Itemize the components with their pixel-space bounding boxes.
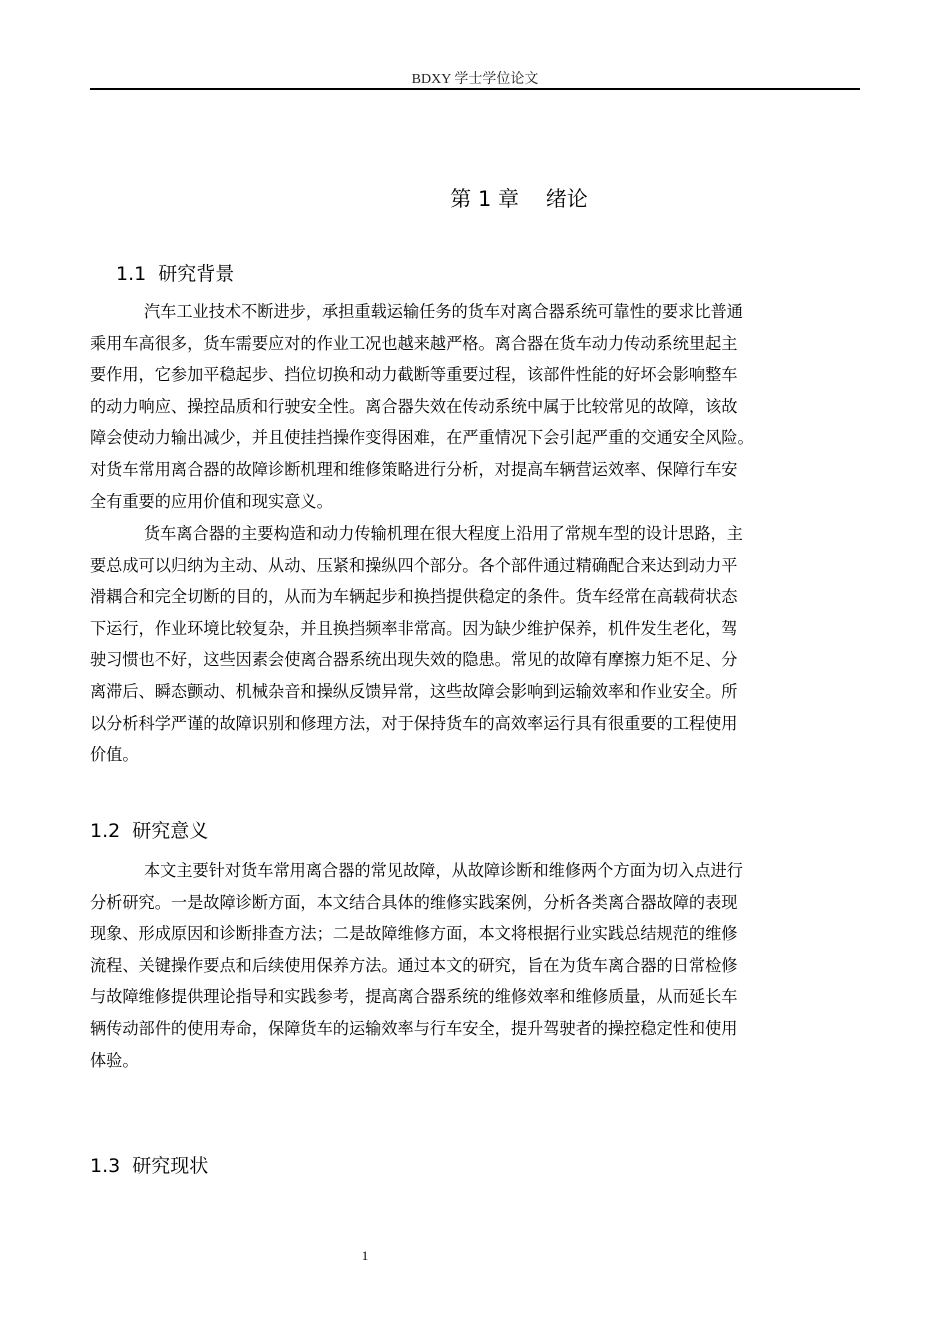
paragraph-line: 价值。 (90, 745, 139, 765)
paragraph-line: 本文主要针对货车常用离合器的常见故障，从故障诊断和维修两个方面为切入点进行 (144, 861, 743, 880)
paragraph-background-2 (90, 518, 860, 771)
paragraph-line: 障会使动力输出减少，并且使挂挡操作变得困难，在严重情况下会引起严重的交通安全风险。 (90, 428, 754, 448)
paragraph-line: 与故障维修提供理论指导和实践参考，提高离合器系统的维修效率和维修质量，从而延长车 (90, 987, 738, 1007)
section-heading-1-2: 1.2 研究意义 (90, 820, 209, 842)
paragraph-line: 分析研究。一是故障诊断方面，本文结合具体的维修实践案例，分析各类离合器故障的表现 (90, 892, 738, 912)
paragraph-line: 体验。 (90, 1050, 139, 1070)
paragraph-line: 的动力响应、操控品质和行驶安全性。离合器失效在传动系统中属于比较常见的故障，该故 (90, 396, 738, 416)
paragraph-background-1 (90, 296, 860, 517)
paragraph-line: 乘用车高很多，货车需要应对的作业工况也越来越严格。离合器在货车动力传动系统里起主 (90, 333, 738, 353)
paragraph-line: 辆传动部件的使用寿命，保障货车的运输效率与行车安全，提升驾驶者的操控稳定性和使用 (90, 1018, 738, 1038)
paragraph-line: 要作用，它参加平稳起步、挡位切换和动力截断等重要过程，该部件性能的好坏会影响整车 (90, 365, 738, 385)
paragraph-line: 下运行，作业环境比较复杂，并且换挡频率非常高。因为缺少维护保养，机件发生老化，驾 (90, 618, 738, 638)
paragraph-line: 流程、关键操作要点和后续使用保养方法。通过本文的研究，旨在为货车离合器的日常检修 (90, 955, 738, 975)
section-heading-1-1: 1.1 研究背景 (116, 263, 235, 285)
paragraph-line: 以分析科学严谨的故障识别和修理方法，对于保持货车的高效率运行具有很重要的工程使用 (90, 713, 738, 733)
paragraph-line: 驶习惯也不好，这些因素会使离合器系统出现失效的隐患。常见的故障有摩擦力矩不足、分 (90, 650, 738, 670)
page-number: 1 (361, 1248, 369, 1263)
header-rule (90, 88, 860, 90)
paragraph-line: 现象、形成原因和诊断排查方法；二是故障维修方面，本文将根据行业实践总结规范的维修 (90, 924, 738, 944)
paragraph-line: 全有重要的应用价值和现实意义。 (90, 491, 333, 511)
paragraph-line: 汽车工业技术不断进步，承担重载运输任务的货车对离合器系统可靠性的要求比普通 (144, 302, 743, 321)
paragraph-line: 离滞后、瞬态颤动、机械杂音和操纵反馈异常，这些故障会影响到运输效率和作业安全。所 (90, 681, 738, 701)
paragraph-significance (90, 855, 860, 1076)
paragraph-line: 滑耦合和完全切断的目的，从而为车辆起步和换挡提供稳定的条件。货车经常在高载荷状态 (90, 587, 738, 607)
paragraph-line: 对货车常用离合器的故障诊断机理和维修策略进行分析，对提高车辆营运效率、保障行车安 (90, 459, 738, 479)
section-heading-1-3: 1.3 研究现状 (90, 1155, 209, 1177)
chapter-title: 第 1 章 绪论 (450, 187, 588, 211)
running-header: BDXY 学士学位论文 (411, 72, 539, 87)
paragraph-line: 要总成可以归纳为主动、从动、压紧和操纵四个部分。各个部件通过精确配合来达到动力平 (90, 555, 738, 575)
paragraph-line: 货车离合器的主要构造和动力传输机理在很大程度上沿用了常规车型的设计思路，主 (144, 524, 743, 543)
